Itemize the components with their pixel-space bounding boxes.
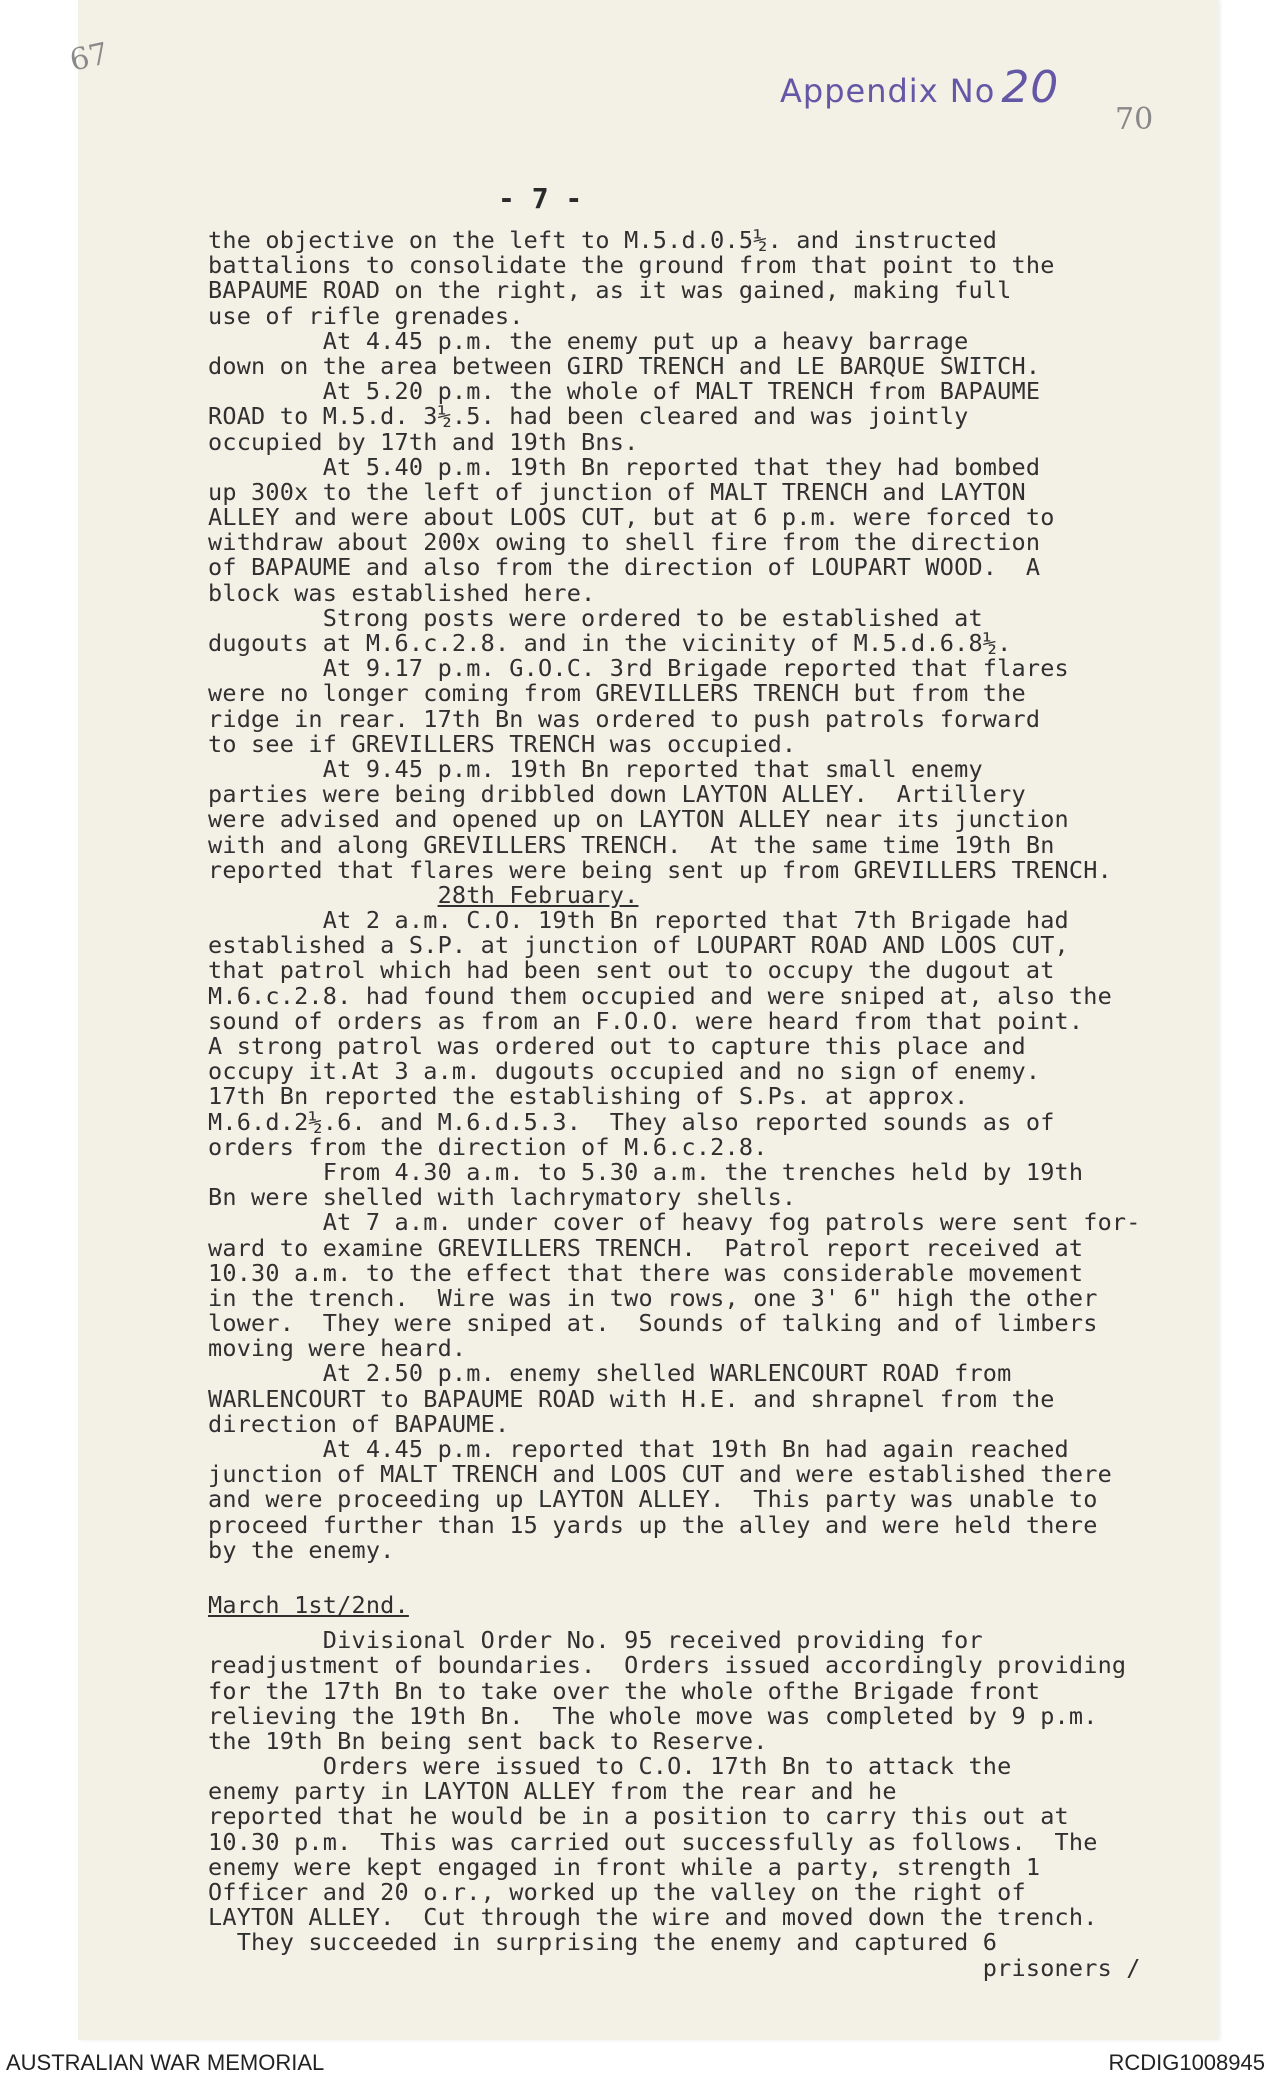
paragraph [208, 1210, 1168, 1361]
appendix-number: 20 [1001, 62, 1060, 113]
paragraph [208, 379, 1168, 455]
text-line: sound of orders as from an F.O.O. were heard from that point. [208, 1006, 1084, 1035]
text-line: enemy were kept engaged in front while a party, strength 1 [208, 1852, 1041, 1881]
paragraph [208, 754, 1168, 884]
text-line: ROAD to M.5.d. 3½.5. had been cleared and was jointly [208, 402, 969, 431]
text-line: At 4.45 p.m. the enemy put up a heavy barrage [208, 326, 969, 355]
text-line: WARLENCOURT to BAPAUME ROAD with H.E. and shrapnel from the [208, 1384, 1055, 1413]
text-line: From 4.30 a.m. to 5.30 a.m. the trenches held by 19th [208, 1157, 1084, 1186]
text-line: proceed further than 15 yards up the alley and were held there [208, 1510, 1098, 1539]
paragraph [208, 908, 1168, 1160]
paragraph [208, 228, 1168, 329]
text-line: parties were being dribbled down LAYTON ALLEY. Artillery [208, 780, 1026, 809]
text-line: Strong posts were ordered to be established at [208, 603, 983, 632]
text-line: with and along GREVILLERS TRENCH. At the same time 19th Bn [208, 830, 1055, 859]
text-line: BAPAUME ROAD on the right, as it was gained, making full [208, 276, 1012, 305]
corner-annotation: 67 [66, 36, 112, 79]
text-line: to see if GREVILLERS TRENCH was occupied. [208, 729, 797, 758]
text-line: 10.30 a.m. to the effect that there was considerable movement [208, 1258, 1084, 1287]
text-line: reported that flares were being sent up from GREVILLERS TRENCH. [208, 855, 1112, 884]
text-line: At 7 a.m. under cover of heavy fog patrols were sent for- [208, 1208, 1141, 1237]
text-line: the objective on the left to M.5.d.0.5½. and instructed [208, 226, 998, 254]
text-line: moving were heard. [208, 1334, 467, 1363]
paragraph [208, 1628, 1168, 1754]
text-line: occupy it.At 3 a.m. dugouts occupied and no sign of enemy. [208, 1057, 1041, 1086]
text-line: Divisional Order No. 95 received providing for [208, 1626, 983, 1655]
paragraph [208, 326, 1168, 380]
text-line: in the trench. Wire was in two rows, one 3' 6" high the other [208, 1283, 1098, 1312]
section-heading-28th-february: 28th February. [437, 880, 639, 909]
paragraph [208, 1361, 1168, 1437]
footer-source: AUSTRALIAN WAR MEMORIAL [6, 2050, 325, 2075]
text-line: were advised and opened up on LAYTON ALLEY near its junction [208, 805, 1069, 834]
text-line: A strong patrol was ordered out to capture this place and [208, 1032, 1026, 1060]
text-line: ridge in rear. 17th Bn was ordered to push patrols forward [208, 704, 1041, 733]
text-line: They succeeded in surprising the enemy and captured 6 [208, 1928, 998, 1957]
text-line: Officer and 20 o.r., worked up the valley on the right of [208, 1878, 1026, 1906]
text-line: ALLEY and were about LOOS CUT, but at 6 p.m. were forced to [208, 503, 1055, 532]
paragraph [208, 656, 1168, 757]
text-line: by the enemy. [208, 1535, 395, 1564]
text-line: LAYTON ALLEY. Cut through the wire and moved down the trench. [208, 1903, 1098, 1932]
text-line: orders from the direction of M.6.c.2.8. [208, 1132, 768, 1161]
footer-id: RCDIG1008945 [1108, 2050, 1265, 2075]
folio-number: 70 [1115, 102, 1154, 137]
document-body [208, 228, 1168, 1981]
text-line: ward to examine GREVILLERS TRENCH. Patrol report received at [208, 1233, 1084, 1262]
text-line: Bn were shelled with lachrymatory shells. [208, 1183, 797, 1212]
text-line: M.6.d.2½.6. and M.6.d.5.3. They also reported sounds as of [208, 1107, 1055, 1136]
text-line: At 2.50 p.m. enemy shelled WARLENCOURT ROAD from [208, 1359, 1012, 1388]
text-line: At 4.45 p.m. reported that 19th Bn had again reached [208, 1435, 1069, 1463]
paragraph [208, 1157, 1168, 1212]
text-line: At 5.40 p.m. 19th Bn reported that they had bombed [208, 452, 1041, 481]
text-line: were no longer coming from GREVILLERS TRENCH but from the [208, 679, 1026, 708]
paragraph [208, 603, 1168, 657]
text-line: readjustment of boundaries. Orders issued accordingly providing [208, 1651, 1127, 1680]
text-line: dugouts at M.6.c.2.8. and in the vicinity of M.5.d.6.8½. [208, 629, 1012, 657]
text-line: At 5.20 p.m. the whole of MALT TRENCH from BAPAUME [208, 377, 1041, 406]
paragraph [208, 1437, 1168, 1563]
text-line: that patrol which had been sent out to occupy the dugout at [208, 956, 1055, 985]
footer [0, 2050, 1281, 2082]
appendix-label: Appendix No [780, 72, 996, 110]
text-line: At 9.45 p.m. 19th Bn reported that small enemy [208, 754, 983, 783]
text-line: block was established here. [208, 578, 596, 607]
text-line: reported that he would be in a position to carry this out at [208, 1802, 1069, 1831]
paragraph [208, 1754, 1168, 1981]
text-line: 10.30 p.m. This was carried out successfully as follows. The [208, 1827, 1098, 1856]
text-line: direction of BAPAUME. [208, 1409, 510, 1438]
page-number: - 7 - [498, 182, 583, 215]
text-line: 17th Bn reported the establishing of S.Ps. at approx. [208, 1082, 969, 1111]
text-line: Orders were issued to C.O. 17th Bn to attack the [208, 1752, 1012, 1781]
text-line: At 9.17 p.m. G.O.C. 3rd Brigade reported that flares [208, 654, 1069, 683]
text-line: established a S.P. at junction of LOUPART ROAD AND LOOS CUT, [208, 931, 1069, 960]
text-line: At 2 a.m. C.O. 19th Bn reported that 7th Brigade had [208, 906, 1069, 935]
paragraph [208, 452, 1168, 607]
text-line: lower. They were sniped at. Sounds of talking and of limbers [208, 1309, 1098, 1338]
text-line: up 300x to the left of junction of MALT TRENCH and LAYTON [208, 477, 1026, 506]
text-line: enemy party in LAYTON ALLEY from the rear and he [208, 1777, 897, 1806]
text-line: M.6.c.2.8. had found them occupied and were sniped at, also the [208, 981, 1112, 1010]
appendix-annotation [780, 62, 1059, 113]
text-line: battalions to consolidate the ground from that point to the [208, 251, 1055, 280]
text-line: of BAPAUME and also from the direction of LOUPART WOOD. A [208, 553, 1041, 582]
text-line: down on the area between GIRD TRENCH and LE BARQUE SWITCH. [208, 351, 1041, 380]
text-line: and were proceeding up LAYTON ALLEY. This party was unable to [208, 1485, 1098, 1514]
text-line: withdraw about 200x owing to shell fire from the direction [208, 528, 1041, 557]
text-line: occupied by 17th and 19th Bns. [208, 427, 639, 456]
text-line: for the 17th Bn to take over the whole ofthe Brigade front [208, 1676, 1041, 1705]
text-line: prisoners / [208, 1953, 1141, 1982]
text-line: junction of MALT TRENCH and LOOS CUT and were established there [208, 1460, 1112, 1489]
text-line: relieving the 19th Bn. The whole move was completed by 9 p.m. [208, 1701, 1098, 1730]
text-line: the 19th Bn being sent back to Reserve. [208, 1726, 768, 1755]
section-heading-march: March 1st/2nd. [208, 1590, 409, 1619]
text-line: use of rifle grenades. [208, 301, 524, 330]
